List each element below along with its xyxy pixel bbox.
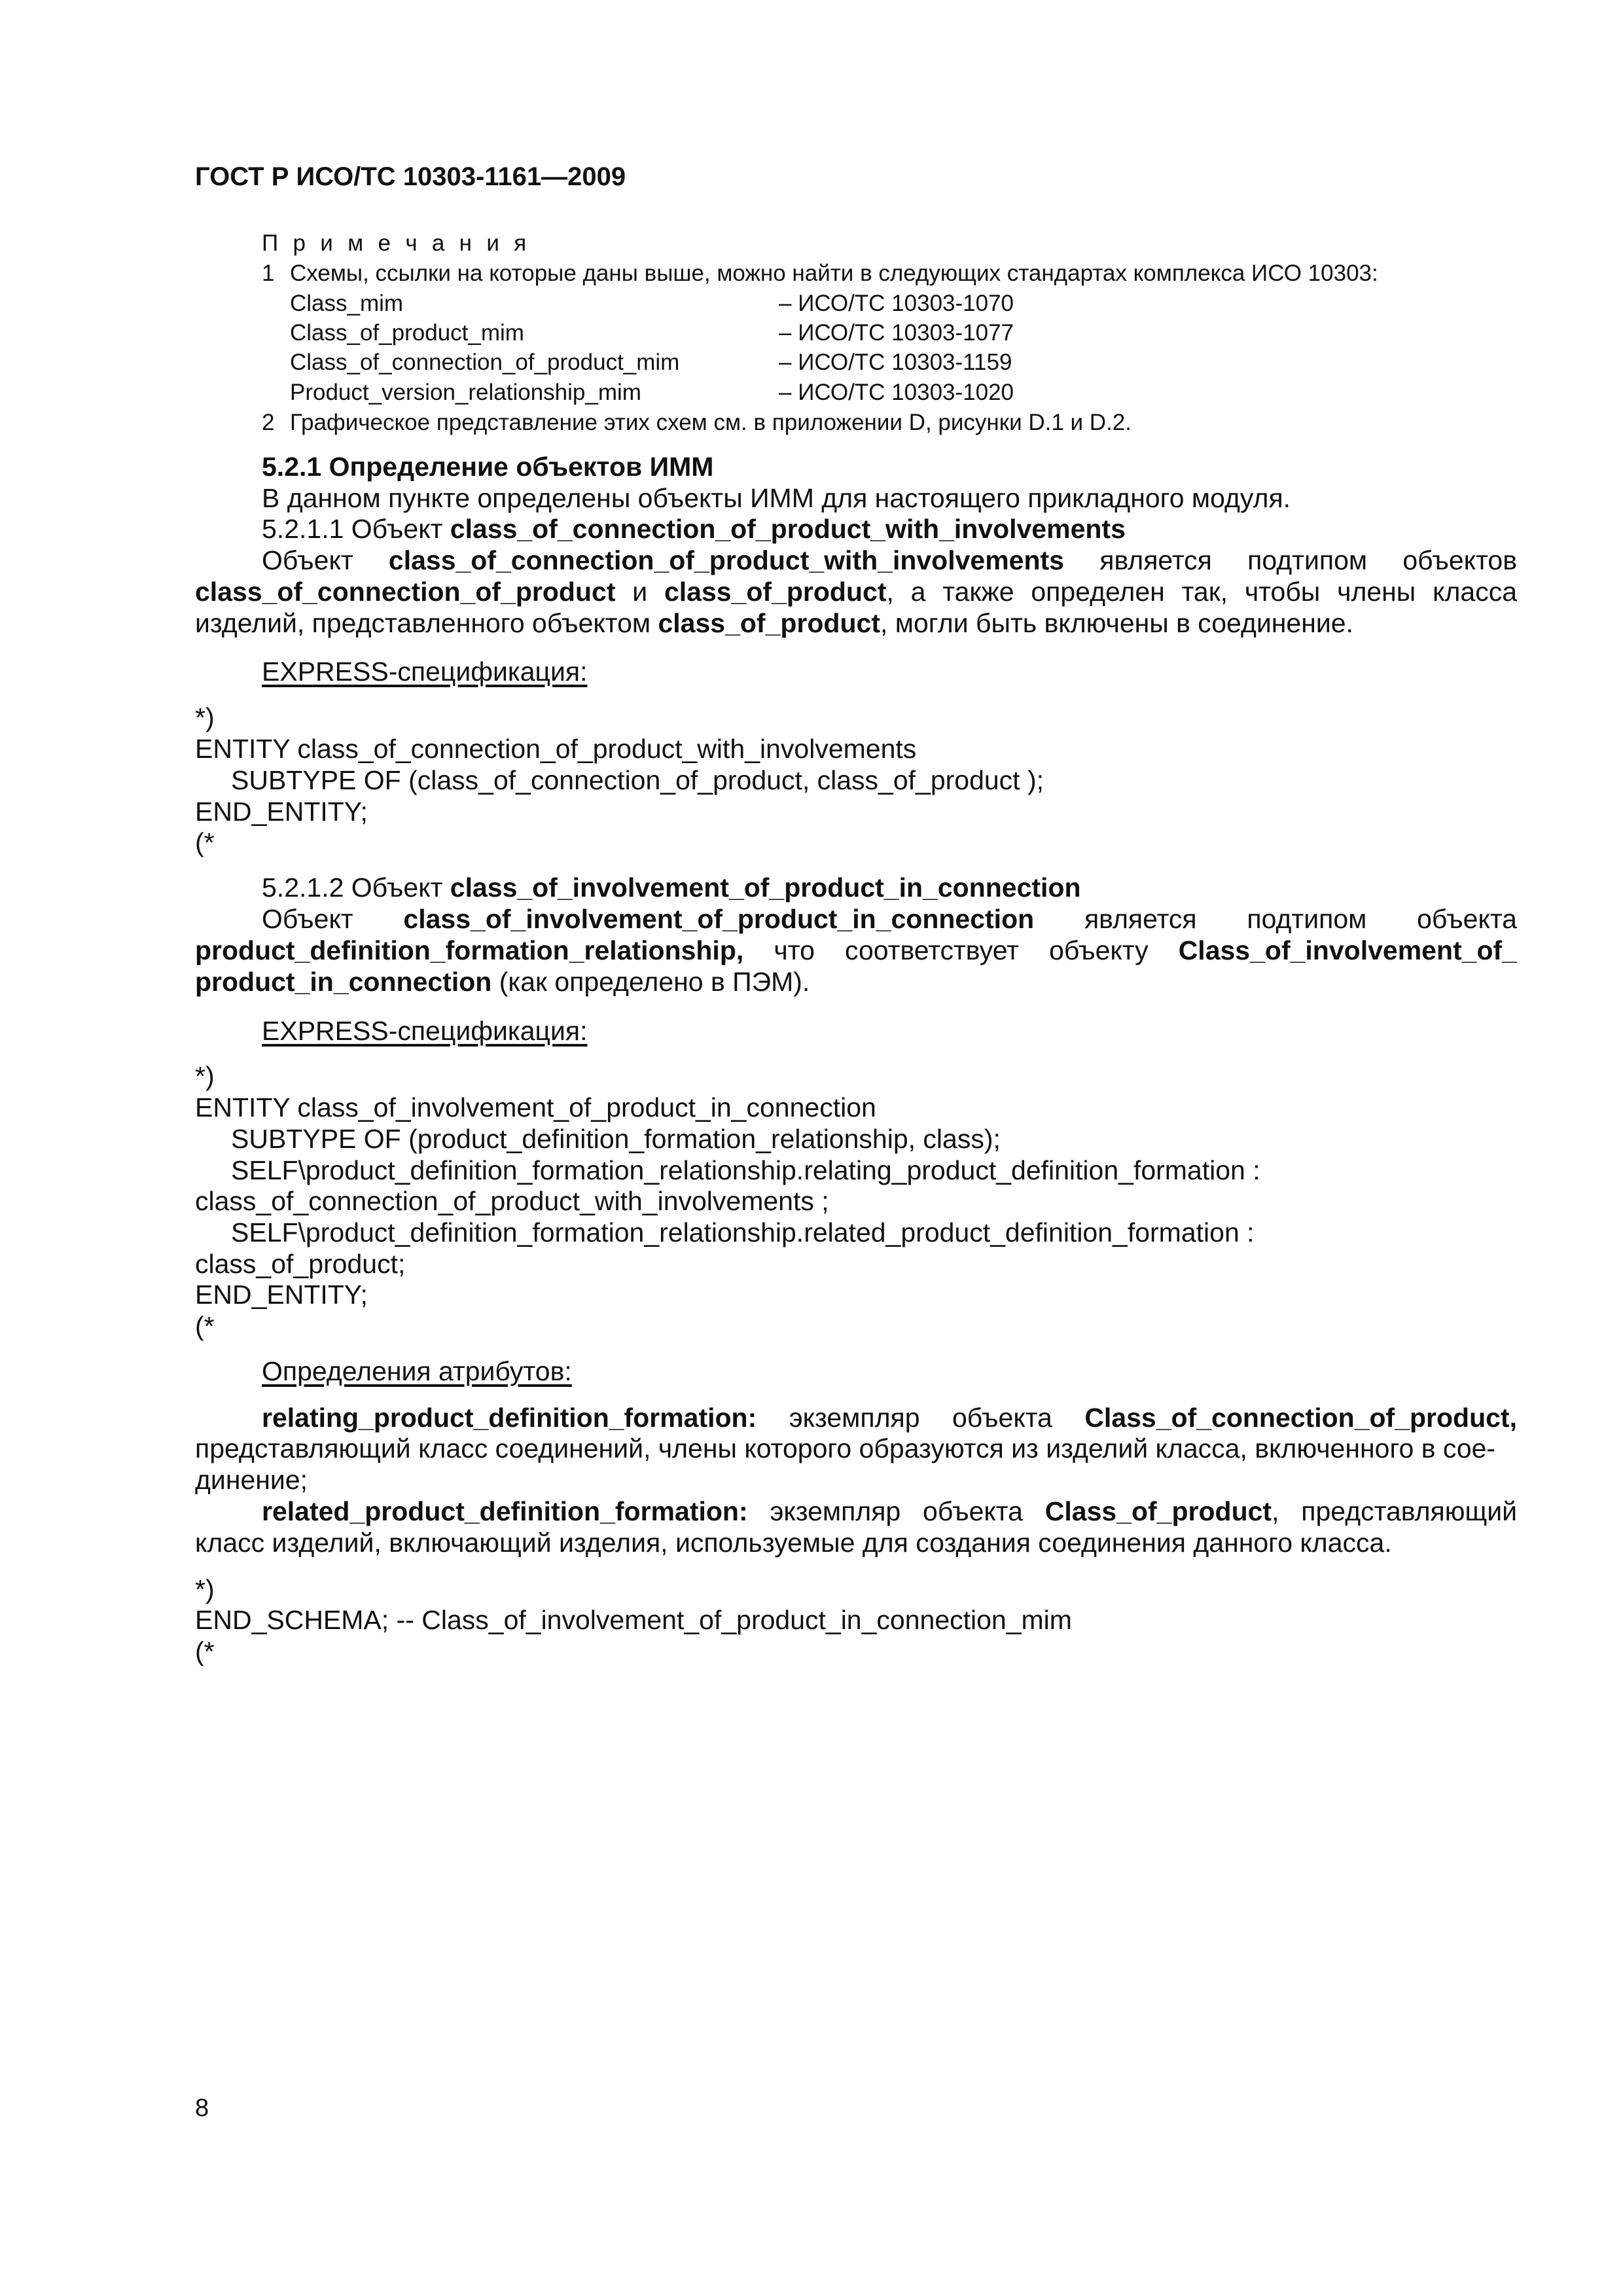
attribute-1-line-1: relating_product_definition_formation: экземпляр объекта Class_of_connection_of_product, xyxy=(262,1403,1517,1433)
entity-2-paragraph-line-2: product_definition_formation_relationship, что соответствует объекту Class_of_involvement_of_ xyxy=(195,935,1517,965)
section-intro: В данном пункте определены объекты ИММ для настоящего прикладного модуля. xyxy=(262,483,1291,513)
page-number: 8 xyxy=(195,2094,209,2122)
entity-2-paragraph-line-1: Объект class_of_involvement_of_product_in_connection является подтипом объекта xyxy=(262,904,1517,934)
ref-standard: – ИСО/ТС 10303-1020 xyxy=(779,380,1014,405)
ref-schema: Class_of_connection_of_product_mim xyxy=(290,350,680,375)
code-line: *) xyxy=(195,1574,215,1604)
code-line: *) xyxy=(195,702,215,732)
entity-1-paragraph-line-2: class_of_connection_of_product и class_of_product, а также определен так, чтобы члены класса xyxy=(195,577,1518,607)
ref-standard: – ИСО/ТС 10303-1077 xyxy=(779,320,1014,346)
code-line: class_of_product; xyxy=(195,1249,406,1279)
code-line: (* xyxy=(195,827,215,857)
note-1-number: 1 xyxy=(262,260,275,286)
ref-standard: – ИСО/ТС 10303-1159 xyxy=(779,350,1012,375)
express-spec-label: EXPRESS-спецификация: xyxy=(262,1016,588,1046)
ref-schema: Product_version_relationship_mim xyxy=(290,380,641,405)
entity-1-paragraph-line-1: Объект class_of_connection_of_product_with_involvements является подтипом объектов xyxy=(262,545,1517,575)
attribute-2-line-2: класс изделий, включающий изделия, используемые для создания соединения данного класса. xyxy=(195,1528,1392,1558)
code-line: END_SCHEMA; -- Class_of_involvement_of_product_in_connection_mim xyxy=(195,1605,1072,1635)
code-line: *) xyxy=(195,1061,215,1091)
entity-1-paragraph-line-3: изделий, представленного объектом class_of_product, могли быть включены в соединение. xyxy=(195,608,1353,638)
note-1-text: Схемы, ссылки на которые даны выше, можно найти в следующих стандартах комплекса ИСО 10303: xyxy=(290,260,1378,286)
code-line: END_ENTITY; xyxy=(195,797,368,827)
attribute-1-line-2: представляющий класс соединений, члены которого образуются из изделий класса, включенного в сое- xyxy=(195,1433,1496,1463)
ref-schema: Class_mim xyxy=(290,291,404,316)
code-line: SUBTYPE OF (class_of_connection_of_product, class_of_product ); xyxy=(231,765,1044,795)
code-line: (* xyxy=(195,1636,215,1666)
code-line: END_ENTITY; xyxy=(195,1280,368,1310)
ref-schema: Class_of_product_mim xyxy=(290,320,524,346)
express-spec-label: EXPRESS-спецификация: xyxy=(262,656,588,687)
notes-heading: П р и м е ч а н и я xyxy=(262,230,531,256)
code-line: (* xyxy=(195,1311,215,1341)
code-line: ENTITY class_of_involvement_of_product_in_connection xyxy=(195,1092,876,1122)
subsection-heading-1: 5.2.1.1 Объект class_of_connection_of_product_with_involvements xyxy=(262,514,1126,544)
subsection-heading-2: 5.2.1.2 Объект class_of_involvement_of_product_in_connection xyxy=(262,872,1081,903)
page-header: ГОСТ Р ИСО/ТС 10303-1161—2009 xyxy=(195,162,626,191)
note-2-text: Графическое представление этих схем см. в приложении D, рисунки D.1 и D.2. xyxy=(290,410,1132,435)
attribute-2-line-1: related_product_definition_formation: экземпляр объекта Class_of_product, представляющий xyxy=(262,1496,1518,1526)
code-line: SELF\product_definition_formation_relationship.related_product_definition_formation : xyxy=(231,1217,1255,1247)
ref-standard: – ИСО/ТС 10303-1070 xyxy=(779,291,1014,316)
code-line: SELF\product_definition_formation_relationship.relating_product_definition_formation : xyxy=(231,1155,1260,1185)
note-2-number: 2 xyxy=(262,410,275,435)
entity-2-paragraph-line-3: product_in_connection (как определено в ПЭМ). xyxy=(195,967,810,997)
attribute-1-line-3: динение; xyxy=(195,1465,308,1495)
attributes-label: Определения атрибутов: xyxy=(262,1356,572,1386)
code-line: class_of_connection_of_product_with_involvements ; xyxy=(195,1186,829,1216)
code-line: ENTITY class_of_connection_of_product_with_involvements xyxy=(195,734,917,764)
section-heading: 5.2.1 Определение объектов ИММ xyxy=(262,452,714,482)
code-line: SUBTYPE OF (product_definition_formation_relationship, class); xyxy=(231,1124,1001,1154)
